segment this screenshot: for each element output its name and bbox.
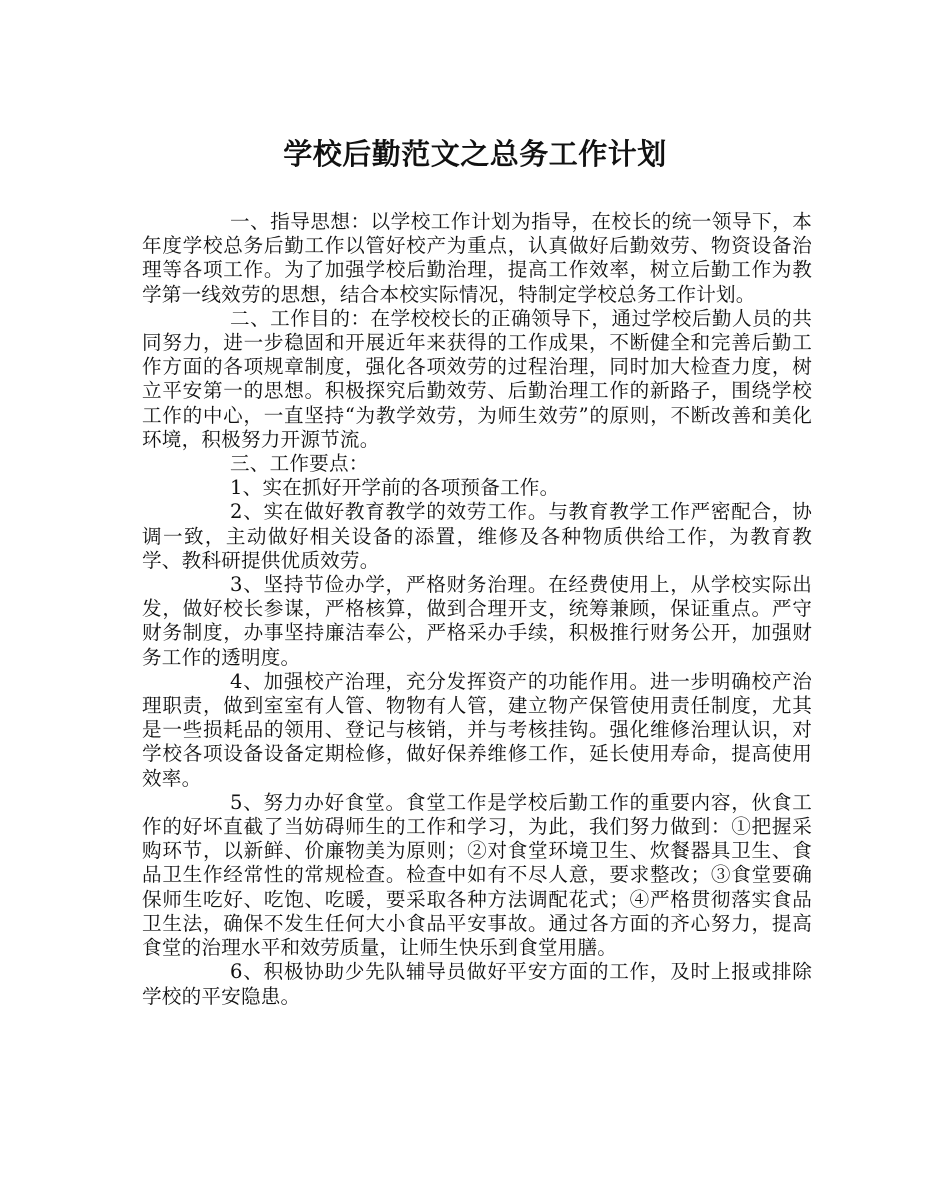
paragraph-item-5: 5、努力办好食堂。食堂工作是学校后勤工作的重要内容，伙食工作的好坏直截了当妨碍师生的工作和学习，为此，我们努力做到：①把握采购环节，以新鲜、价廉物美为原则；②对食堂环境卫生、炊餐器具卫生、食品卫生作经常性的常规检查。检查中如有不尽人意，要求整改；③食堂要确保师生吃好、吃饱、吃暖，要采取各种方法调配花式；④严格贯彻落实食品卫生法，确保不发生任何大小食品平安事故。通过各方面的齐心努力，提高食堂的治理水平和效劳质量，让师生快乐到食堂用膳。 xyxy=(142,790,812,960)
paragraph-item-6: 6、积极协助少先队辅导员做好平安方面的工作，及时上报或排除学校的平安隐患。 xyxy=(142,960,812,1008)
paragraph-guiding-ideology: 一、指导思想：以学校工作计划为指导，在校长的统一领导下，本年度学校总务后勤工作以管好校产为重点，认真做好后勤效劳、物资设备治理等各项工作。为了加强学校后勤治理，提高工作效率，树立后勤工作为教学第一线效劳的思想，结合本校实际情况，特制定学校总务工作计划。 xyxy=(142,210,812,306)
document-title: 学校后勤范文之总务工作计划 xyxy=(283,137,667,171)
paragraph-item-1: 1、实在抓好开学前的各项预备工作。 xyxy=(230,476,560,500)
paragraph-item-4: 4、加强校产治理，充分发挥资产的功能作用。进一步明确校产治理职责，做到室室有人管、物物有人管，建立物产保管使用责任制度，尤其是一些损耗品的领用、登记与核销，并与考核挂钩。强化维修治理认识，对学校各项设备设备定期检修，做好保养维修工作，延长使用寿命，提高使用效率。 xyxy=(142,669,812,790)
document-body xyxy=(142,210,812,1009)
paragraph-item-3: 3、坚持节俭办学，严格财务治理。在经费使用上，从学校实际出发，做好校长参谋，严格核算，做到合理开支，统筹兼顾，保证重点。严守财务制度，办事坚持廉洁奉公，严格采办手续，积极推行财务公开，加强财务工作的透明度。 xyxy=(142,573,812,669)
paragraph-item-2: 2、实在做好教育教学的效劳工作。与教育教学工作严密配合，协调一致，主动做好相关设备的添置，维修及各种物质供给工作，为教育教学、教科研提供优质效劳。 xyxy=(142,500,812,572)
paragraph-work-purpose: 二、工作目的：在学校校长的正确领导下，通过学校后勤人员的共同努力，进一步稳固和开展近年来获得的工作成果，不断健全和完善后勤工作方面的各项规章制度，强化各项效劳的过程治理，同时加大检查力度，树立平安第一的思想。积极探究后勤效劳、后勤治理工作的新路子，围绕学校工作的中心，一直坚持“为教学效劳，为师生效劳”的原则，不断改善和美化环境，积极努力开源节流。 xyxy=(142,306,812,451)
paragraph-key-points-heading: 三、工作要点： xyxy=(230,452,369,476)
